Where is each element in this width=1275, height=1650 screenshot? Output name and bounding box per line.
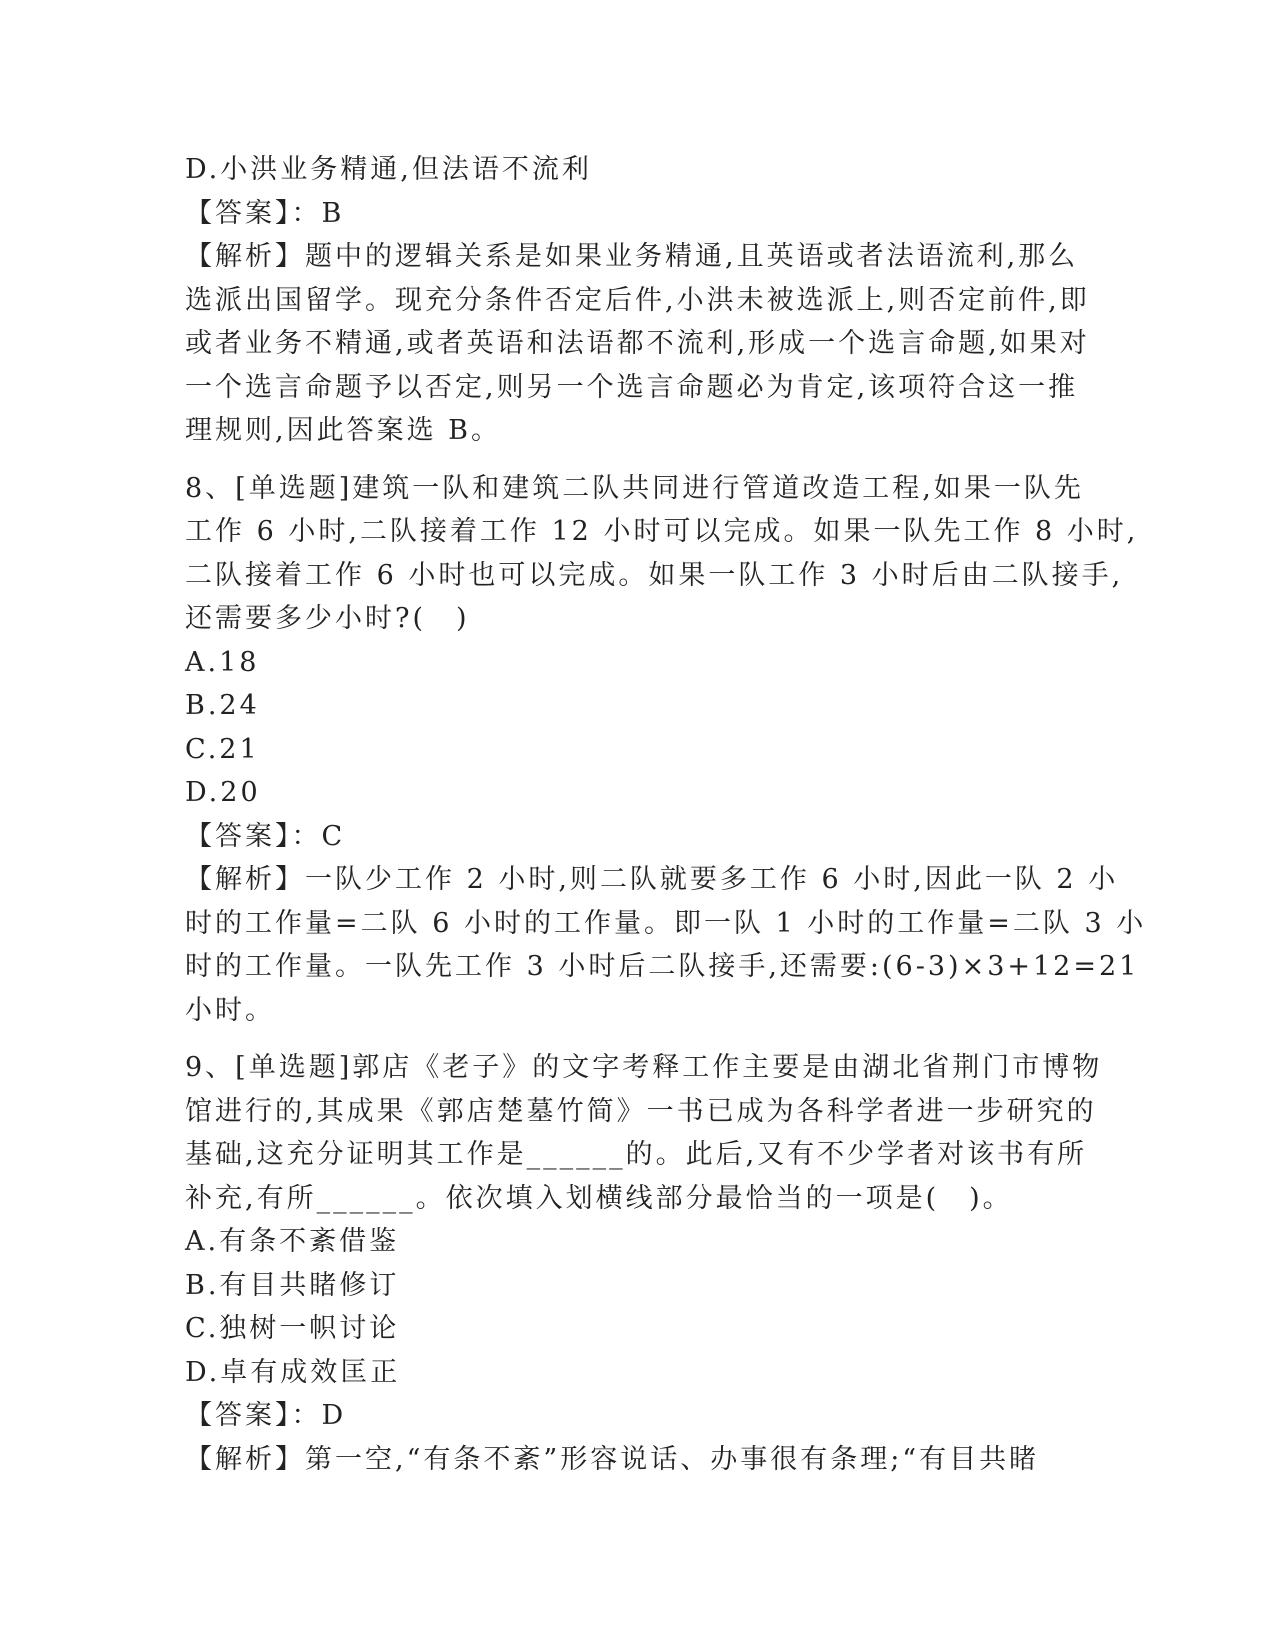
question-stem-line: 8、[单选题]建筑一队和建筑二队共同进行管道改造工程,如果一队先 [185,472,1084,504]
question-stem-line: 还需要多少小时?( ) [185,603,470,634]
question-stem-line: 馆进行的,其成果《郭店楚墓竹简》一书已成为各科学者进一步研究的 [185,1095,1097,1127]
option-a: A.18 [185,646,260,678]
analysis-line: 小时。 [185,994,275,1026]
option-c: C.独树一帜讨论 [185,1313,400,1344]
question-9 [185,1046,1103,1481]
analysis-line: 一个选言命题予以否定,则另一个选言命题必为肯定,该项符合这一推 [185,371,1079,403]
answer: 【答案】：C [185,820,346,852]
option-c: C.21 [185,733,260,765]
analysis-line: 时的工作量=二队 6 小时的工作量。即一队 1 小时的工作量=二队 3 小 [185,907,1147,939]
analysis-line: 【解析】一队少工作 2 小时,则二队就要多工作 6 小时,因此一队 2 小 [185,864,1119,895]
option-a: A.有条不紊借鉴 [185,1226,400,1257]
option-b: B.24 [185,690,260,721]
document-page [185,148,1147,1481]
question-stem-line: 二队接着工作 6 小时也可以完成。如果一队工作 3 小时后由二队接手, [185,559,1124,591]
question-stem-line: 9、[单选题]郭店《老子》的文字考释工作主要是由湖北省荆门市博物 [185,1052,1103,1083]
question-stem-line: 工作 6 小时,二队接着工作 12 小时可以完成。如果一队先工作 8 小时, [185,516,1139,547]
option-d: D.20 [185,777,261,808]
option-d: D.卓有成效匡正 [185,1356,401,1388]
analysis-line: 时的工作量。一队先工作 3 小时后二队接手,还需要:(6-3)×3+12=21 [185,951,1140,982]
spacer [185,1032,1090,1046]
analysis-line: 或者业务不精通,或者英语和法语都不流利,形成一个选言命题,如果对 [185,328,1090,359]
analysis-line: 【解析】题中的逻辑关系是如果业务精通,且英语或者法语流利,那么 [185,241,1079,272]
analysis-line: 理规则,因此答案选 B。 [185,415,502,446]
spacer [185,453,1090,467]
analysis-line: 【解析】第一空,“有条不紊”形容说话、办事很有条理;“有目共睹 [185,1443,1040,1475]
analysis-line: 选派出国留学。现充分条件否定后件,小洪未被选派上,则否定前件,即 [185,284,1090,316]
question-stem-line: 补充,有所______。依次填入划横线部分最恰当的一项是( )。 [185,1182,1013,1214]
answer: 【答案】：D [185,1400,347,1431]
option-b: B.有目共睹修订 [185,1269,400,1301]
question-8 [185,467,1147,1033]
question-stem-line: 基础,这充分证明其工作是______的。此后,又有不少学者对该书有所 [185,1139,1088,1170]
prev-question [185,148,1090,453]
option-d: D.小洪业务精通,但法语不流利 [185,154,592,185]
answer: 【答案】：B [185,197,345,229]
